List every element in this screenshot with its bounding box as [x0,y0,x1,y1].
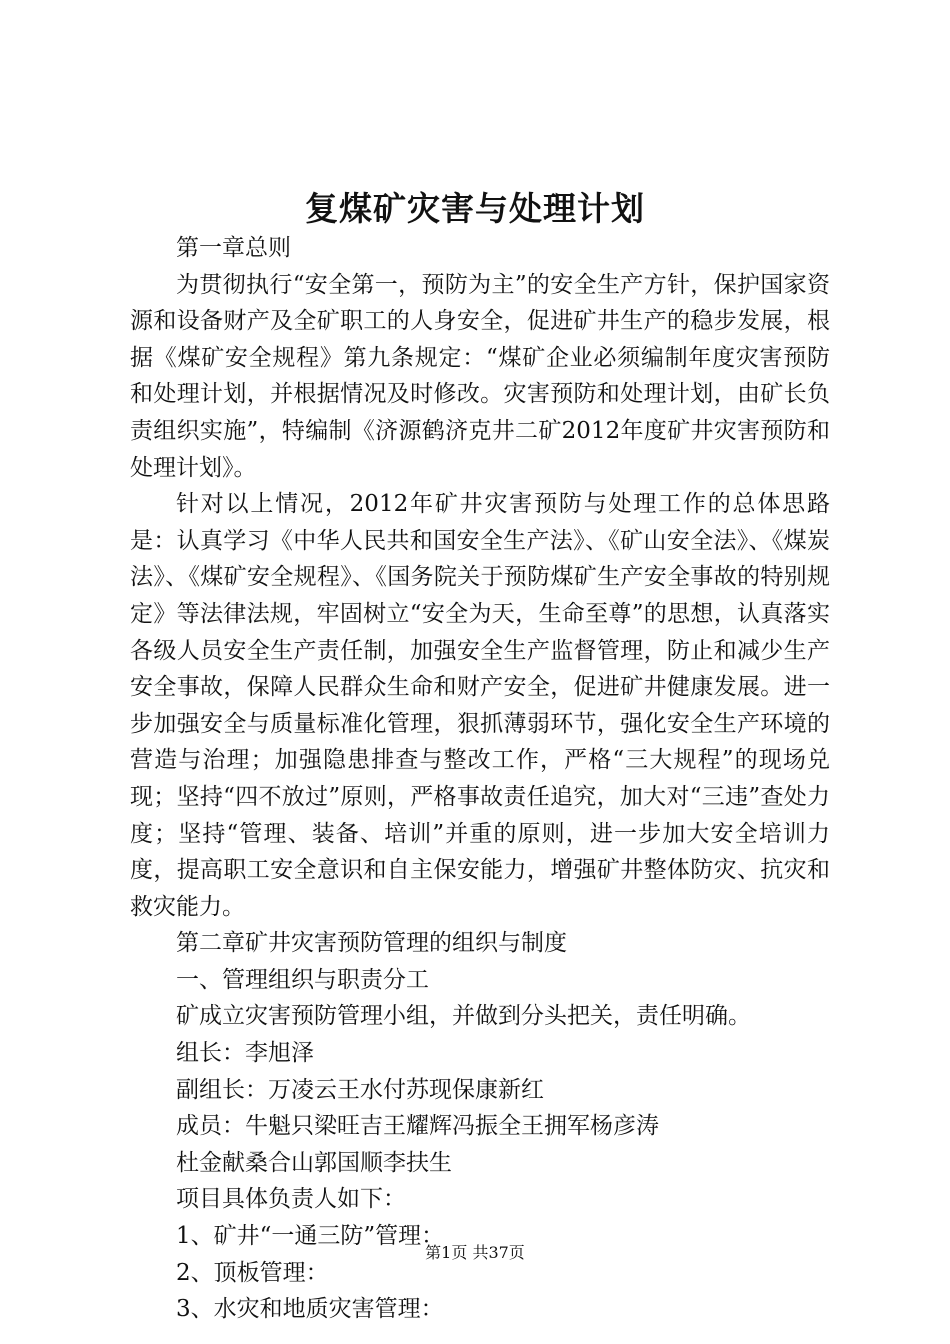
list-item: 副组长：万凌云王水付苏现保康新红 [176,1076,544,1103]
paragraph: 针对以上情况，2012年矿井灾害预防与处理工作的总体思路是：认真学习《中华人民共和国安全生产法》、《矿山安全法》、《煤炭法》、《煤矿安全规程》、《国务院关于预防煤矿生产安全事故的特别规定》等法律法规，牢固树立“安全为天，生命至尊”的思想，认真落实各级人员安全生产责任制，加强安全生产监督管理，防止和减少生产安全事故，保障人民群众生命和财产安全，促进矿井健康发展。进一步加强安全与质量标准化管理，狠抓薄弱环节，强化安全生产环境的营造与治理；加强隐患排查与整改工作，严格“三大规程”的现场兑现；坚持“四不放过”原则，严格事故责任追究，加大对“三违”查处力度；坚持“管理、装备、培训”并重的原则，进一步加大安全培训力度，提高职工安全意识和自主保安能力，增强矿井整体防灾、抗灾和救灾能力。 [130,491,830,920]
list-item: 1、矿井“一通三防”管理： [176,1223,445,1250]
document-body [130,230,830,1328]
list-item: 3、水灾和地质灾害管理： [176,1296,444,1323]
paragraph: 项目具体负责人如下： [176,1186,406,1213]
list-item: 成员：牛魁只梁旺吉王耀辉冯振全王拥军杨彦涛 [176,1113,659,1140]
document-title: 复煤矿灾害与处理计划 [305,189,645,228]
list-item: 杜金献桑合山郭国顺李扶生 [176,1149,452,1176]
list-item: 2、顶板管理： [176,1259,329,1286]
page-number-footer: 第1页 共37页 [425,1243,525,1262]
chapter-heading: 第二章矿井灾害预防管理的组织与制度 [176,930,567,957]
paragraph: 为贯彻执行“安全第一，预防为主”的安全生产方针，保护国家资源和设备财产及全矿职工的人身安全，促进矿井生产的稳步发展，根据《煤矿安全规程》第九条规定：“煤矿企业必须编制年度灾害预防和处理计划，并根据情况及时修改。灾害预防和处理计划，由矿长负责组织实施”，特编制《济源鹤济克井二矿2012年度矿井灾害预防和处理计划》。 [130,271,830,481]
section-heading: 一、管理组织与职责分工 [176,966,429,993]
list-item: 组长：李旭泽 [176,1040,314,1067]
chapter-heading: 第一章总则 [176,235,291,261]
paragraph: 矿成立灾害预防管理小组，并做到分头把关，责任明确。 [176,1003,751,1030]
